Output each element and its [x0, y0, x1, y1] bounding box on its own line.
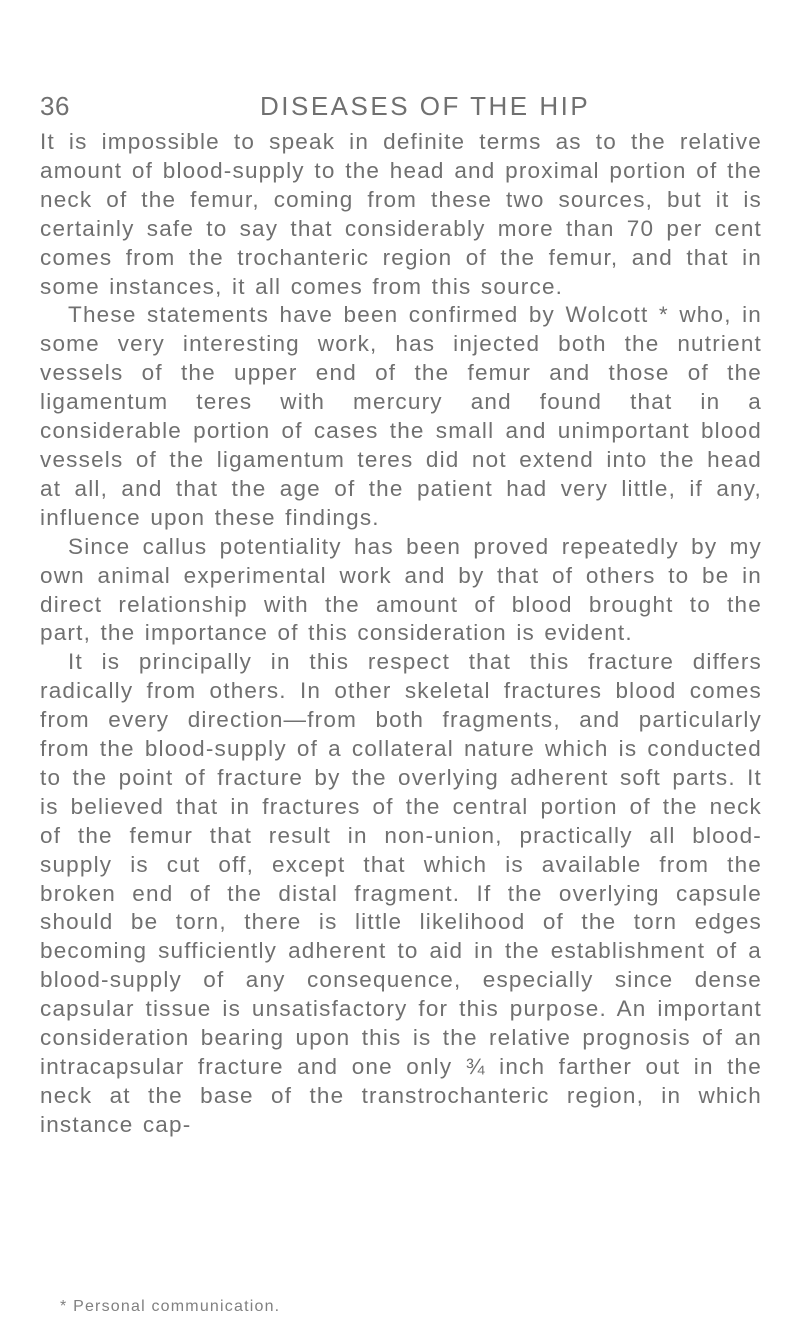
paragraph-1: It is impossible to speak in definite terms as to the relative amount of blood-supply to the head and proximal portion of the neck of the femur, coming from these two sources, but it is certainly safe to say that considerably more than 70 per cent comes from the trochanteric region of the femur, and that in some instances, it all comes from this source. — [40, 129, 762, 299]
page-number: 36 — [40, 91, 70, 121]
paragraph-4: It is principally in this respect that this fracture differs radically from others. In other skeletal fractures blood comes from every direction—from both fragments, and particularly from the blood-supply of a collateral nature which is conducted to the point of fracture by the overlying adherent soft parts. It is believed that in fractures of the central portion of the neck of the femur that result in non-union, practically all blood-supply is cut off, except that which is available from the broken end of the distal fragment. If the overlying capsule should be torn, there is little likelihood of the torn edges becoming sufficiently adherent to aid in the establishment of a blood-supply of any consequence, especially since dense capsular tissue is unsatisfactory for this purpose. An important consideration bearing upon this is the relative prognosis of an intracapsular fracture and one only ¾ inch farther out in the neck at the base of the transtrochanteric region, in which instance cap- — [40, 649, 762, 1137]
footnote: * Personal communication. — [60, 1298, 281, 1315]
paragraph-3: Since callus potentiality has been proved repeatedly by my own animal experimental work and by that of others to be in direct relationship with the amount of blood brought to the part, the importance of this consideration is evident. — [40, 533, 762, 646]
running-head: DISEASES OF THE HIP — [260, 91, 591, 121]
body-text — [40, 128, 762, 1140]
page-header — [0, 91, 800, 131]
paragraph-2: These statements have been confirmed by Wolcott * who, in some very interesting work, has injected both the nutrient vessels of the upper end of the femur and those of the ligamentum teres with mercury and found that in a considerable portion of cases the small and unimportant blood vessels of the ligamentum teres did not extend into the head at all, and that the age of the patient had very little, if any, influence upon these findings. — [40, 302, 762, 530]
